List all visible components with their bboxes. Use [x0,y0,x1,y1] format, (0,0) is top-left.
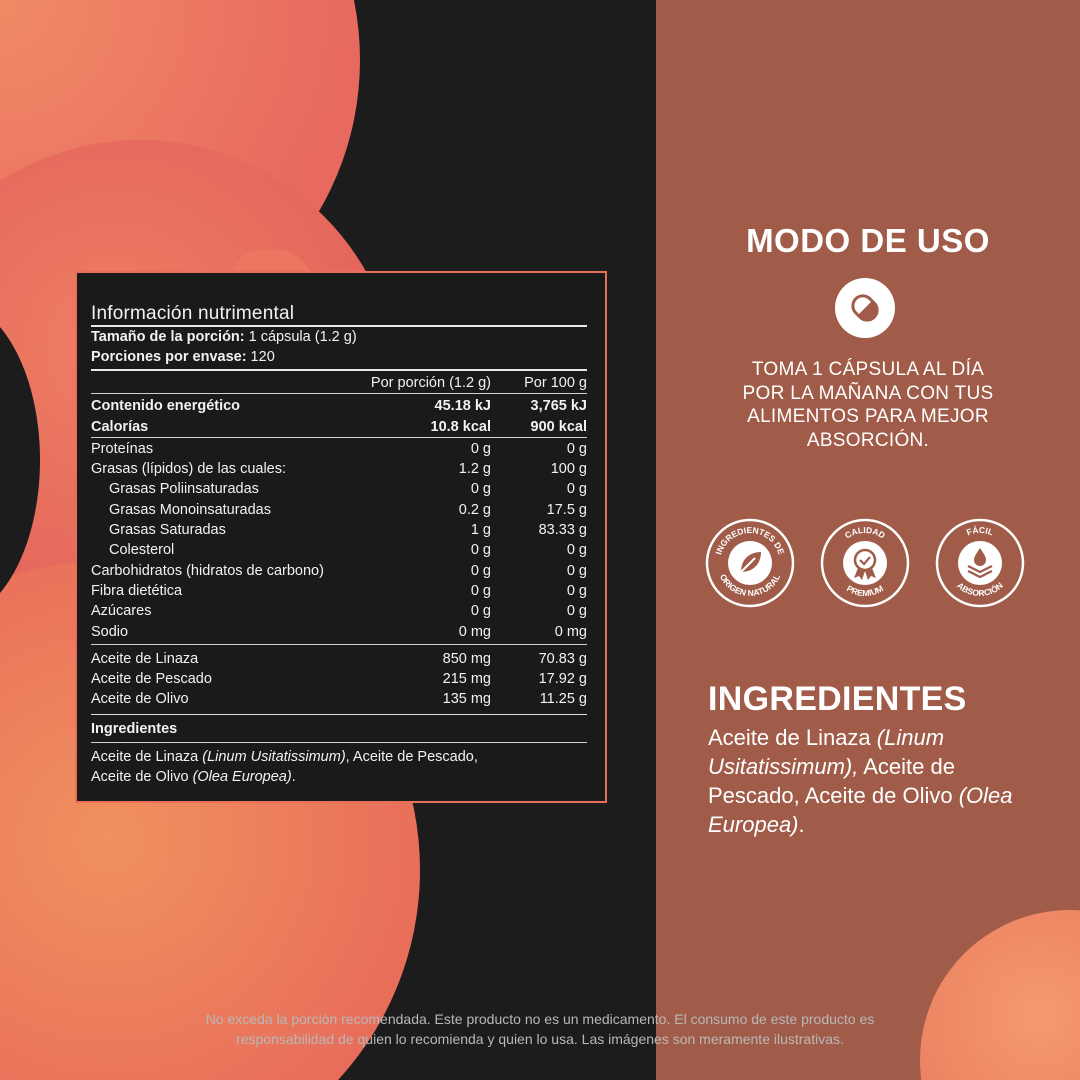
table-row [91,669,587,689]
svg-text:PREMIUM: PREMIUM [845,583,885,599]
value-per-100g: 0 g [566,582,587,599]
value-per-serving: 135 mg [442,691,491,708]
disclaimer-line: responsabilidad de quien lo recomienda y quien lo usa. Las imágenes son meramente ilustrativas. [236,1031,844,1047]
leaf-icon [705,518,795,608]
value-per-serving: 850 mg [442,650,491,667]
serving-size [91,327,587,347]
value-per-serving: 0 g [470,481,491,498]
usage-line: ABSORCIÓN. [806,429,930,451]
table-row [91,601,587,621]
nutrient-name: Colesterol [109,542,175,559]
table-row [91,689,587,709]
table-row [91,520,587,540]
value-per-100g: 0 g [566,481,587,498]
value-per-100g: 0 g [566,542,587,559]
serving-label: Tamaño de la porción: [91,329,245,345]
capsule-icon [835,278,895,338]
ingredient-text: Aceite de Pescado, Aceite de Olivo [708,754,959,808]
badge-premium-quality [820,518,910,608]
usage-instructions [676,358,1060,452]
table-row [91,439,587,459]
nutrient-name: Aceite de Pescado [91,671,212,688]
value-per-100g: 100 g [550,461,587,478]
ingredient-text: . [798,812,805,837]
divider [91,393,587,394]
ingredients-title: INGREDIENTES [708,680,967,718]
col-header-per-100g: Por 100 g [524,375,587,391]
ingredient-text: Aceite de Linaza [708,725,877,750]
value-per-100g: 83.33 g [538,522,587,539]
nutrient-name: Contenido energético [91,398,241,415]
badge-easy-absorption [935,518,1025,608]
nutrient-rows [91,439,587,642]
nutrient-name: Aceite de Linaza [91,650,199,667]
value-per-serving: 45.18 kJ [434,398,491,415]
disclaimer-line: No exceda la porción recomendada. Este producto no es un medicamento. El consumo de este producto es [205,1011,875,1027]
drop-layers-icon [935,518,1025,608]
disclaimer [80,1009,1000,1049]
svg-text:CALIDAD: CALIDAD [842,524,888,541]
value-per-100g: 70.83 g [538,650,587,667]
nutrient-name: Grasas Saturadas [109,522,226,539]
nutrition-title: Información nutrimental [91,303,295,324]
ingredient-text: Aceite de Linaza [91,748,203,765]
table-row [91,622,587,642]
nutrient-name: Calorías [91,418,149,435]
value-per-serving: 0 g [470,603,491,620]
table-row [91,500,587,520]
value-per-serving: 215 mg [442,671,491,688]
value-per-serving: 10.8 kcal [430,418,491,435]
ingredients-body [708,723,1028,839]
usage-line: ALIMENTOS PARA MEJOR [747,406,989,427]
oil-rows [91,649,587,710]
ingredients-text [91,747,587,787]
award-ribbon-icon [820,518,910,608]
servings-label: Porciones por envase: [91,349,247,365]
value-per-100g: 900 kcal [530,418,587,435]
svg-text:INGREDIENTES DE: INGREDIENTES DE [713,524,787,556]
divider [91,437,587,438]
ingredient-text: , Aceite de Pescado, [345,748,478,765]
ingredient-latin: (Olea Europea) [192,768,292,785]
table-row [91,581,587,601]
ingredient-latin: (Linum Usitatissimum) [202,748,346,765]
svg-text:ABSORCIÓN: ABSORCIÓN [955,580,1005,599]
ingredient-latin: (Olea Europea) [708,783,1013,837]
nutrient-name: Azúcares [91,603,152,620]
value-per-100g: 0 g [566,440,587,457]
serving-value: 1 cápsula (1.2 g) [244,329,357,345]
ingredient-text: . [291,768,296,785]
servings-value: 120 [246,349,275,365]
badge-natural-origin [705,518,795,608]
usage-title: MODO DE USO [746,222,990,259]
nutrient-name: Carbohidratos (hidratos de carbono) [91,562,324,579]
nutrient-name: Aceite de Olivo [91,691,189,708]
value-per-100g: 17.5 g [546,501,587,518]
column-headers [91,373,587,393]
value-per-100g: 0 g [566,562,587,579]
nutrient-name: Proteínas [91,440,154,457]
nutrient-name: Grasas Poliinsaturadas [109,481,259,498]
table-row [91,540,587,560]
nutrient-name: Sodio [91,623,129,640]
svg-text:ORIGEN NATURAL: ORIGEN NATURAL [717,572,783,599]
table-row [91,459,587,479]
value-per-100g: 0 mg [554,623,587,640]
energy-rows [91,396,587,437]
ingredient-text: Aceite de Olivo [91,768,193,785]
servings-per-container [91,347,587,367]
table-row [91,561,587,581]
value-per-serving: 0 g [470,582,491,599]
value-per-serving: 0 g [470,542,491,559]
table-row [91,649,587,669]
value-per-serving: 0.2 g [458,501,491,518]
usage-line: TOMA 1 CÁPSULA AL DÍA [751,359,985,380]
table-row [91,396,587,416]
ingredient-latin: (Linum Usitatissimum), [708,725,945,779]
divider [91,714,587,715]
nutrient-name: Grasas Monoinsaturadas [109,501,271,518]
table-row [91,479,587,499]
usage-line: POR LA MAÑANA CON TUS [742,382,994,404]
nutrient-name: Fibra dietética [91,582,183,599]
value-per-100g: 11.25 g [539,691,587,708]
value-per-100g: 0 g [566,603,587,620]
ingredients-heading: Ingredientes [91,720,178,737]
value-per-100g: 3,765 kJ [530,398,587,415]
value-per-serving: 1 g [470,522,491,539]
divider [91,369,587,371]
value-per-serving: 0 mg [458,623,491,640]
value-per-serving: 0 g [470,562,491,579]
divider [91,644,587,645]
value-per-serving: 0 g [470,440,491,457]
value-per-serving: 1.2 g [458,461,491,478]
nutrition-facts-panel [75,271,607,803]
nutrient-name: Grasas (lípidos) de las cuales: [91,461,287,478]
col-header-per-serving: Por porción (1.2 g) [370,375,491,391]
table-row [91,417,587,437]
svg-text:FÁCIL: FÁCIL [965,524,995,538]
divider [91,742,587,743]
decorative-blob [920,910,1080,1080]
value-per-100g: 17.92 g [538,671,587,688]
